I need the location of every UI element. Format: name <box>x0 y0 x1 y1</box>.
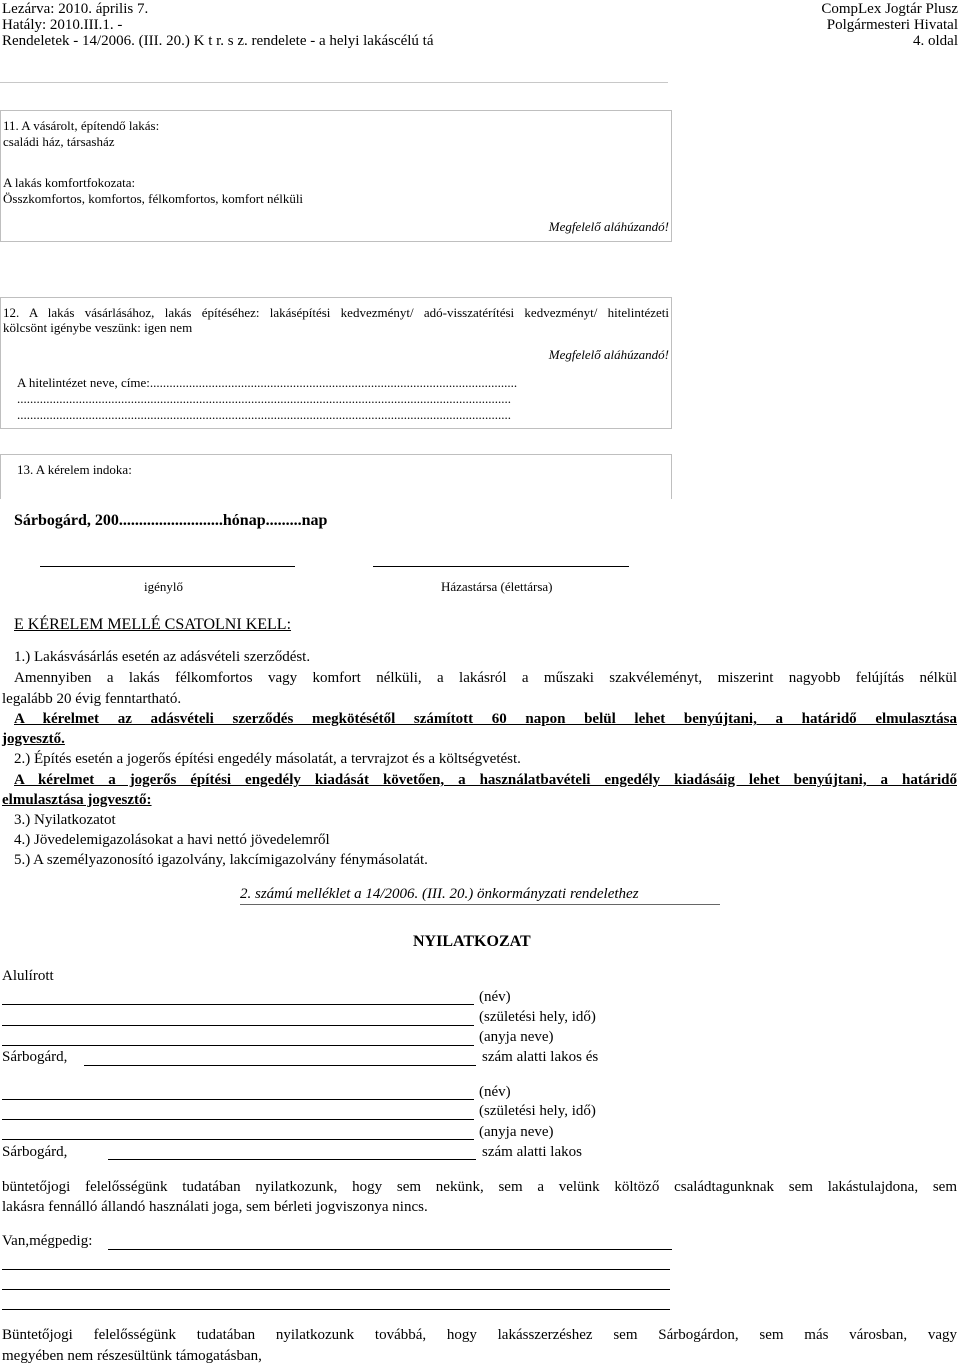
header-left-line3: Rendeletek - 14/2006. (III. 20.) K t r. s z. rendelete - a helyi lakáscélú tá <box>2 33 434 49</box>
attachment-item-1-deadline-a: A kérelmet az adásvételi szerződés megkötésétől számított 60 napon belül lehet benyújtani, a határidő elmulasztása <box>14 711 957 727</box>
attachment-item-4: 4.) Jövedelemigazolásokat a havi nettó jövedelemről <box>14 832 330 848</box>
attachment-item-2-deadline-b: elmulasztása jogvesztő: <box>2 792 152 808</box>
bank-dots-line1: ........................................................................................................................................................ <box>17 391 511 406</box>
yes-line-3 <box>2 1289 670 1290</box>
person2-mother-line <box>2 1139 474 1140</box>
attachment-item-2: 2.) Építés esetén a jogerős építési engedély másolatát, a tervrajzot és a költségvetést. <box>14 751 521 767</box>
header-right-line1: CompLex Jogtár Plusz <box>821 1 958 17</box>
header-divider <box>0 82 668 83</box>
yes-line-2 <box>2 1269 670 1270</box>
section-13-label: 13. A kérelem indoka: <box>17 462 132 477</box>
person1-name-line <box>2 1004 474 1005</box>
person1-address-line <box>84 1065 476 1066</box>
attachment-item-3: 3.) Nyilatkozatot <box>14 812 116 828</box>
person2-name-label: (név) <box>479 1084 511 1100</box>
attachment-item-5: 5.) A személyazonosító igazolvány, lakcímigazolvány fénymásolatát. <box>14 852 428 868</box>
section-12-box <box>0 297 672 429</box>
person1-birth-label: (születési hely, idő) <box>479 1009 596 1025</box>
bank-dots-line2: ........................................................................................................................................................ <box>17 407 511 422</box>
statement-line-b: lakásra fennálló állandó használati joga, sem bérleti jogviszonya nincs. <box>2 1199 428 1215</box>
section-11-line2: családi ház, társasház <box>3 134 115 149</box>
person1-address-label: szám alatti lakos és <box>482 1049 599 1065</box>
final-statement-b: megyében nem részesültünk támogatásban, <box>2 1348 262 1364</box>
spouse-label: Házastársa (élettársa) <box>441 579 553 594</box>
attachment-item-1-detail-a: Amennyiben a lakás félkomfortos vagy komfort nélküli, a lakásról a műszaki szakvéleményt, miszerint nagyobb felújítás nélkül <box>14 670 957 686</box>
attachment-item-1-deadline-b: jogvesztő. <box>2 731 65 747</box>
annex-reference-underline <box>240 904 720 905</box>
person2-address-label: szám alatti lakos <box>482 1144 582 1160</box>
undersigned-label: Alulírott <box>2 968 54 984</box>
person2-birth-line <box>2 1119 474 1120</box>
person1-name-label: (név) <box>479 989 511 1005</box>
spouse-signature-line <box>373 566 629 567</box>
section-11-box <box>0 110 672 242</box>
declaration-title: NYILATKOZAT <box>413 933 531 950</box>
attachment-item-1-detail-b: legalább 20 évig fenntartható. <box>2 691 182 707</box>
yes-label: Van,mégpedig: <box>2 1233 93 1249</box>
header-right-line3: 4. oldal <box>913 33 958 49</box>
final-statement-a: Büntetőjogi felelősségünk tudatában nyilatkozunk továbbá, hogy lakásszerzéshez sem Sárbogárdon, sem más városban, vagy <box>2 1327 957 1343</box>
yes-line-1 <box>108 1249 672 1250</box>
person1-mother-line <box>2 1045 474 1046</box>
applicant-signature-line <box>40 566 295 567</box>
attachment-item-2-deadline-a: A kérelmet a jogerős építési engedély kiadását követően, a használatbavételi engedély kiadásáig lehet benyújtani, a határidő <box>14 772 957 788</box>
statement-line-a: büntetőjogi felelősségünk tudatában nyilatkozunk, hogy sem nekünk, sem a velünk költöző családtagunknak sem lakástulajdona, sem <box>2 1179 957 1195</box>
section-11-line3: A lakás komfortfokozata: <box>3 175 136 190</box>
section-11-note: Megfelelő aláhúzandó! <box>548 219 669 234</box>
person1-birth-line <box>2 1025 474 1026</box>
applicant-label: igénylő <box>144 579 183 594</box>
person2-address-line <box>108 1159 476 1160</box>
person2-birth-label: (születési hely, idő) <box>479 1103 596 1119</box>
header-right-line2: Polgármesteri Hivatal <box>826 17 958 33</box>
section-12-line2: kölcsönt igénybe veszünk: igen nem <box>3 320 193 335</box>
bank-name-field: A hitelintézet neve, címe:................................................................................................................. <box>17 375 518 390</box>
section-12-note: Megfelelő aláhúzandó! <box>548 347 669 362</box>
person2-place: Sárbogárd, <box>2 1144 68 1160</box>
section-11-line4: Összkomfortos, komfortos, félkomfortos, komfort nélküli <box>3 191 304 206</box>
person1-place: Sárbogárd, <box>2 1049 68 1065</box>
person2-mother-label: (anyja neve) <box>479 1124 554 1140</box>
header-left-line1: Lezárva: 2010. április 7. <box>2 1 149 17</box>
yes-line-4 <box>2 1309 670 1310</box>
annex-reference: 2. számú melléklet a 14/2006. (III. 20.) önkormányzati rendelethez <box>240 886 639 902</box>
place-date: Sárbogárd, 200..........................hónap.........nap <box>14 512 328 529</box>
person2-name-line <box>2 1099 474 1100</box>
attachments-heading: E KÉRELEM MELLÉ CSATOLNI KELL: <box>14 616 292 633</box>
section-13-box <box>0 454 672 499</box>
attachment-item-1: 1.) Lakásvásárlás esetén az adásvételi szerződést. <box>14 649 311 665</box>
header-left-line2: Hatály: 2010.III.1. - <box>2 17 123 33</box>
section-12-line1: 12. A lakás vásárlásához, lakás építéséhez: lakásépítési kedvezményt/ adó-visszatérítési kedvezményt/ hitelintézeti <box>3 305 669 320</box>
section-11-line1: 11. A vásárolt, építendő lakás: <box>3 118 160 133</box>
person1-mother-label: (anyja neve) <box>479 1029 554 1045</box>
